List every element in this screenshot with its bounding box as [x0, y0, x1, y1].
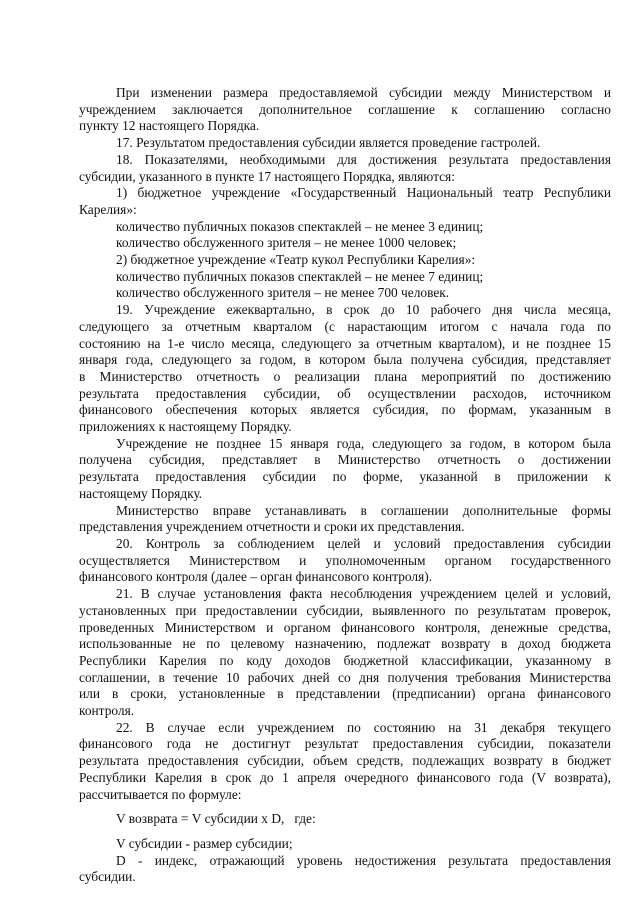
- paragraph-line: следующего за отчетным кварталом (с нарастающим итогом с начала года по: [79, 318, 611, 334]
- paragraph-line: получена субсидия, представляет в Министерство отчетность о достижении: [79, 452, 611, 468]
- paragraph-line: результата предоставления субсидии, объем средств, подлежащих возврату в бюджет: [79, 753, 611, 769]
- paragraph-line: или в сроки, установленные в представлении (предписании) органа финансового: [79, 686, 611, 702]
- paragraph: 21. В случае установления факта несоблюдения учреждением целей и условий,: [116, 586, 611, 602]
- formula-definition: V субсидии - размер субсидии;: [116, 835, 293, 851]
- paragraph: Учреждение не позднее 15 января года, следующего за годом, в котором была: [116, 435, 611, 451]
- paragraph: количество публичных показов спектаклей – не менее 7 единиц;: [116, 268, 484, 284]
- paragraph: Министерство вправе устанавливать в соглашении дополнительные формы: [116, 502, 611, 518]
- paragraph: 18. Показателями, необходимыми для достижения результата предоставления: [116, 151, 611, 167]
- paragraph: 22. В случае если учреждением по состоянию на 31 декабря текущего: [116, 719, 611, 735]
- paragraph: 17. Результатом предоставления субсидии является проведение гастролей.: [116, 135, 541, 151]
- paragraph: При изменении размера предоставляемой субсидии между Министерством и: [116, 85, 611, 100]
- paragraph-line: приложениях к настоящему Порядку.: [79, 419, 292, 435]
- paragraph-line: Республики Карелия в срок до 1 апреля очередного финансового года (V возврата),: [79, 769, 611, 785]
- paragraph-line: результата предоставления субсидии, об осуществлении расходов, источником: [79, 385, 611, 401]
- paragraph-line: соглашении, в течение 10 рабочих дней со дня получения требования Министерства: [79, 669, 611, 685]
- paragraph-line: использованные не по целевому назначению, подлежат возврату в доход бюджета: [79, 636, 611, 652]
- paragraph-line: финансового года не достигнут результат предоставления субсидии, показатели: [79, 736, 611, 752]
- paragraph-line: субсидии.: [79, 869, 136, 885]
- paragraph-line: представления учреждением отчетности и сроки их представления.: [79, 519, 465, 535]
- paragraph-line: Республики Карелия по коду доходов бюджетной классификации, указанному в: [79, 652, 611, 668]
- formula-definition: D - индекс, отражающий уровень недостижения результата предоставления: [116, 852, 611, 868]
- paragraph-line: субсидии, указанного в пункте 17 настоящего Порядка, являются:: [79, 168, 455, 184]
- paragraph-line: января года, следующего за годом, в котором была получена субсидия, представляет: [79, 352, 611, 368]
- paragraph-line: проведенных Министерством и органом финансового контроля, денежные средства,: [79, 619, 611, 635]
- formula: V возврата = V субсидии x D, где:: [116, 811, 316, 827]
- paragraph-line: в Министерство отчетность о реализации плана мероприятий по достижению: [79, 368, 611, 384]
- paragraph: 20. Контроль за соблюдением целей и условий предоставления субсидии: [116, 535, 611, 551]
- paragraph-line: установленных при предоставлении субсидии, выявленного по результатам проверок,: [79, 602, 611, 618]
- paragraph-line: состоянию на 1-е число месяца, следующего за отчетным кварталом), и не позднее 15: [79, 335, 611, 351]
- paragraph-line: учреждением заключается дополнительное соглашение к соглашению согласно: [79, 101, 611, 117]
- paragraph-line: контроля.: [79, 703, 135, 719]
- paragraph-line: финансового обеспечения которых является субсидия, по формам, указанным в: [79, 402, 611, 418]
- paragraph: количество обслуженного зрителя – не менее 700 человек.: [116, 285, 450, 301]
- paragraph-line: финансового контроля (далее – орган финансового контроля).: [79, 569, 433, 585]
- paragraph-line: Карелия»:: [79, 201, 137, 217]
- paragraph-line: осуществляется Министерством и уполномоченным органом государственного: [79, 552, 611, 568]
- paragraph-line: рассчитывается по формуле:: [79, 786, 242, 802]
- paragraph: 1) бюджетное учреждение «Государственный Национальный театр Республики: [116, 185, 611, 201]
- paragraph-line: пункту 12 настоящего Порядка.: [79, 118, 260, 134]
- paragraph-line: настоящему Порядку.: [79, 485, 203, 501]
- paragraph: 2) бюджетное учреждение «Театр кукол Республики Карелия»:: [116, 252, 476, 268]
- paragraph: 19. Учреждение ежеквартально, в срок до 10 рабочего дня числа месяца,: [116, 302, 611, 318]
- paragraph: количество публичных показов спектаклей – не менее 3 единиц;: [116, 218, 484, 234]
- paragraph-line: результата предоставления субсидии по форме, указанной в приложении к: [79, 469, 611, 485]
- paragraph: количество обслуженного зрителя – не менее 1000 человек;: [116, 235, 457, 251]
